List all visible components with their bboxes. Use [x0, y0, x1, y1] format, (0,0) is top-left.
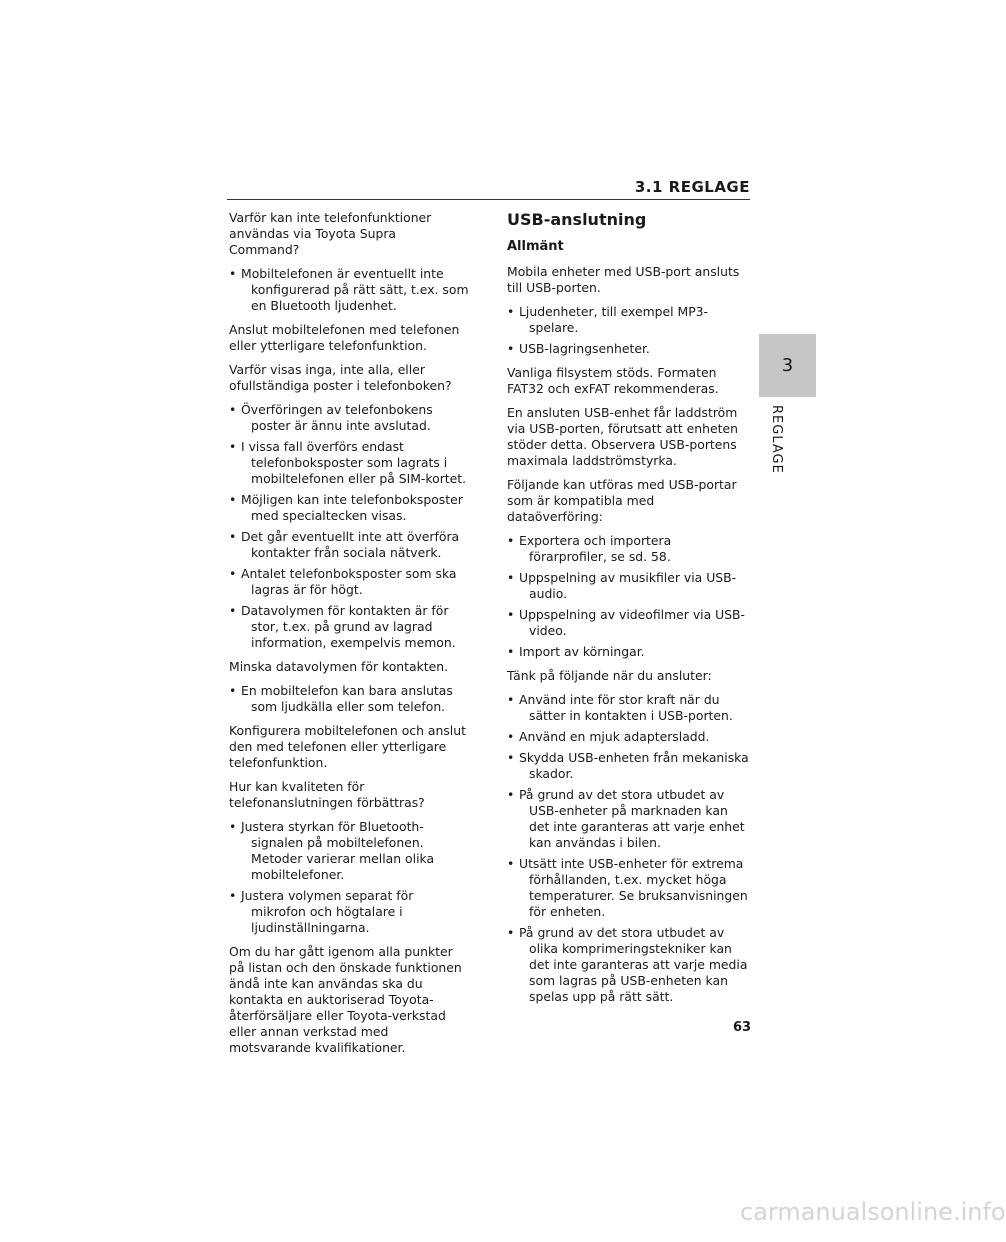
list-item-text: • Ljudenheter, till exempel MP3-spelare.	[519, 304, 709, 335]
section-header-title: 3.1 REGLAGE	[634, 178, 750, 196]
paragraph-1: Anslut mobiltelefonen med telefonen eller ytterligare telefonfunktion.	[229, 322, 460, 353]
list-item	[507, 607, 751, 639]
question-2: Varför visas inga, inte alla, eller ofullständiga poster i telefonboken?	[229, 362, 452, 393]
list-item	[229, 529, 469, 561]
list-item-text: • Uppspelning av musikfiler via USB-audio.	[519, 570, 737, 601]
usb-paragraph-1: Mobila enheter med USB-port ansluts till USB-porten.	[507, 264, 740, 295]
usb-paragraph-5: Tänk på följande när du ansluter:	[507, 668, 712, 683]
list-item	[229, 888, 469, 936]
list-item-text: • Det går eventuellt inte att överföra kontakter från sociala nätverk.	[241, 529, 460, 560]
list-item	[507, 750, 751, 782]
list-item	[229, 603, 469, 651]
list-item	[229, 439, 469, 487]
usb-list-2	[507, 533, 751, 660]
list-item	[229, 402, 469, 434]
list-item-text: • Överföringen av telefonbokens poster är ännu inte avslutad.	[241, 402, 433, 433]
question-1-list	[229, 266, 469, 314]
list-item-text: • En mobiltelefon kan bara anslutas som ljudkälla eller som telefon.	[241, 683, 453, 714]
list-item-text: • Mobiltelefonen är eventuellt inte konfigurerad på rätt sätt, t.ex. som en Bluetooth ljudenhet.	[241, 266, 469, 313]
left-column	[229, 210, 469, 1064]
list-item-text: • Möjligen kan inte telefonboksposter med specialtecken visas.	[241, 492, 463, 523]
paragraph-2: Minska datavolymen för kontakten.	[229, 659, 449, 674]
list-item	[229, 566, 469, 598]
list-item-text: • På grund av det stora utbudet av olika komprimeringstekniker kan det inte garanteras att varje media som lagras på USB-enheten kan spelas upp på rätt sätt.	[519, 925, 748, 1004]
list-item-text: • På grund av det stora utbudet av USB-enheter på marknaden kan det inte garanteras att varje enhet kan användas i bilen.	[519, 787, 745, 850]
list-item-text: • Använd en mjuk adaptersladd.	[519, 729, 710, 744]
chapter-number: 3	[781, 355, 794, 376]
paragraph-4: Om du har gått igenom alla punkter på listan och den önskade funktionen ändå inte kan användas ska du kontakta en auktoriserad Toyota-återförsäljare eller Toyota-verkstad eller annan verkstad med motsvarande kvalifikationer.	[229, 944, 462, 1055]
usb-paragraph-4: Följande kan utföras med USB-portar som är kompatibla med dataöverföring:	[507, 477, 737, 524]
list-item	[229, 683, 469, 715]
right-column	[507, 210, 751, 1013]
usb-list-1	[507, 304, 751, 357]
header-divider	[227, 199, 750, 200]
list-item	[229, 492, 469, 524]
question-2-list	[229, 402, 469, 651]
section-heading: USB-anslutning	[507, 210, 647, 229]
list-item	[507, 570, 751, 602]
list-item-text: • Uppspelning av videofilmer via USB-video.	[519, 607, 746, 638]
question-1: Varför kan inte telefonfunktioner användas via Toyota Supra Command?	[229, 210, 432, 257]
list-item	[507, 644, 751, 660]
list-item-text: • Antalet telefonboksposter som ska lagras är för högt.	[241, 566, 457, 597]
list-item	[507, 787, 751, 851]
page-number: 63	[733, 1020, 752, 1035]
list-item	[507, 304, 751, 336]
question-3: Hur kan kvaliteten för telefonanslutningen förbättras?	[229, 779, 425, 810]
chapter-tab	[759, 334, 816, 397]
question-3-list	[229, 819, 469, 936]
list-item	[229, 266, 469, 314]
list-item-text: • Exportera och importera förarprofiler, se sd. 58.	[519, 533, 672, 564]
list-item	[229, 819, 469, 883]
list-item-text: • Utsätt inte USB-enheter för extrema förhållanden, t.ex. mycket höga temperaturer. Se bruksanvisningen för enheten.	[519, 856, 748, 919]
list-item	[507, 341, 751, 357]
list-item-text: • Justera styrkan för Bluetooth-signalen på mobiltelefonen. Metoder varierar mellan olika mobiltelefoner.	[241, 819, 435, 882]
list-item-text: • I vissa fall överförs endast telefonboksposter som lagrats i mobiltelefonen eller på SIM-kortet.	[241, 439, 467, 486]
list-item	[507, 729, 751, 745]
list-item-text: • Import av körningar.	[519, 644, 645, 659]
list-item-text: • Använd inte för stor kraft när du sätter in kontakten i USB-porten.	[519, 692, 733, 723]
usb-list-3	[507, 692, 751, 1005]
list-item-text: • USB-lagringsenheter.	[519, 341, 650, 356]
list-item	[507, 925, 751, 1005]
list-item-text: • Justera volymen separat för mikrofon och högtalare i ljudinställningarna.	[241, 888, 414, 935]
list-item	[507, 856, 751, 920]
usb-paragraph-2: Vanliga filsystem stöds. Formaten FAT32 och exFAT rekommenderas.	[507, 365, 719, 396]
list-item	[507, 692, 751, 724]
paragraph-2-list	[229, 683, 469, 715]
list-item-text: • Datavolymen för kontakten är för stor, t.ex. på grund av lagrad information, exempelvis memon.	[241, 603, 456, 650]
usb-paragraph-3: En ansluten USB-enhet får laddström via USB-porten, förutsatt att enheten stöder detta. Observera USB-portens maximala laddströmstyrka.	[507, 405, 738, 468]
watermark: carmanualsonline.info	[740, 1198, 1006, 1226]
sub-heading: Allmänt	[507, 239, 564, 254]
chapter-label: REGLAGE	[769, 405, 784, 474]
list-item	[507, 533, 751, 565]
paragraph-3: Konfigurera mobiltelefonen och anslut den med telefonen eller ytterligare telefonfunktion.	[229, 723, 466, 770]
list-item-text: • Skydda USB-enheten från mekaniska skador.	[519, 750, 749, 781]
